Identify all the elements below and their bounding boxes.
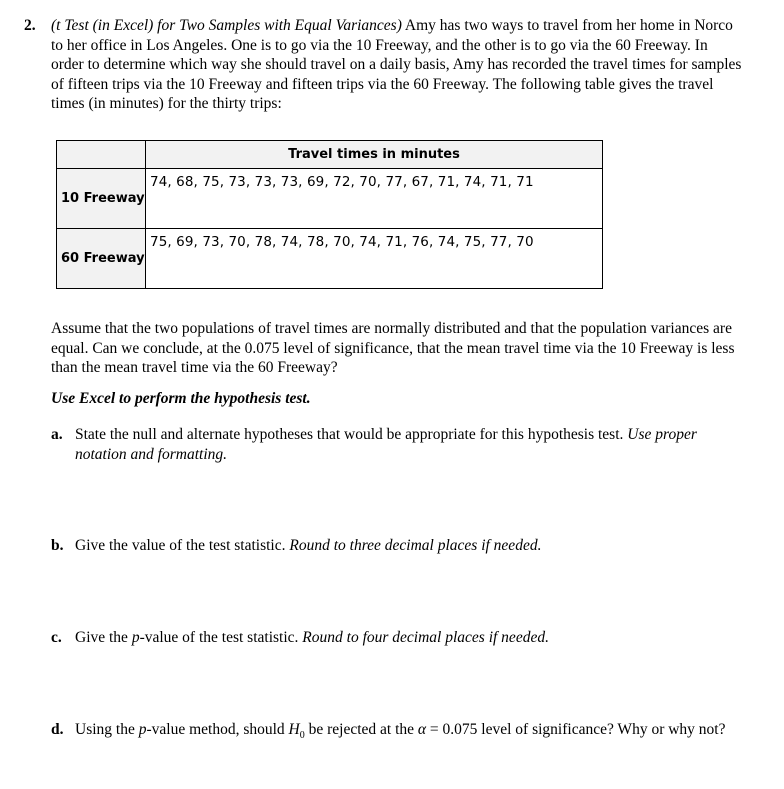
part-c-text-block [75, 628, 741, 648]
problem-intro: Amy has two ways to travel from her home in Norco to her office in Los Angeles. One is to go via the 10 Freeway, and the other is to go via the 60 Freeway. In order to determine which way she should travel on a daily basis, Amy has recorded the travel times for samples of fifteen trips via the 10 Freeway and fifteen trips via the 60 Freeway. The following table gives the travel times (in minutes) for the thirty trips: [51, 17, 742, 113]
part-a-text: State the null and alternate hypotheses that would be appropriate for this hypothesis test. [75, 426, 624, 443]
travel-times-table [56, 140, 603, 289]
part-d-p-symbol: p [138, 721, 147, 738]
table-header: Travel times in minutes [146, 141, 603, 169]
part-d-label: d. [51, 721, 64, 738]
part-c-label: c. [51, 629, 62, 646]
part-a-label: a. [51, 426, 63, 443]
part-c [51, 628, 741, 648]
part-b-text: Give the value of the test statistic. [75, 537, 286, 554]
part-c-note: Round to four decimal places if needed. [302, 629, 549, 646]
row-values-10-freeway: 74, 68, 75, 73, 73, 73, 69, 72, 70, 77, 67, 71, 74, 71, 71 [146, 169, 603, 229]
part-d [51, 720, 741, 746]
part-d-h-subscript: 0 [299, 730, 305, 742]
problem-intro-paragraph [51, 16, 744, 114]
excel-instruction: Use Excel to perform the hypothesis test. [51, 390, 311, 407]
part-b-note: Round to three decimal places if needed. [289, 537, 542, 554]
row-label-10-freeway: 10 Freeway [57, 169, 146, 229]
part-d-h-symbol: H [288, 721, 300, 738]
part-d-text-pre: Using the [75, 721, 135, 738]
assumption-paragraph: Assume that the two populations of travel times are normally distributed and that the population variances are equal. Can we conclude, at the 0.075 level of significance, that the mean travel time via the 10 Freeway is less than the mean travel time via the 60 Freeway? [51, 320, 735, 377]
part-b [51, 536, 741, 556]
problem-number: 2. [24, 17, 36, 34]
part-d-text-block [75, 720, 741, 746]
part-d-text-post: level of significance? Why or why not? [481, 721, 726, 738]
table-header-row [57, 141, 603, 169]
part-c-text-post: -value of the test statistic. [139, 629, 299, 646]
table-row [57, 169, 603, 229]
part-d-alpha-symbol: α [417, 721, 427, 738]
table-corner-cell [57, 141, 146, 169]
problem-title: (t Test (in Excel) for Two Samples with Equal Variances) [51, 17, 402, 34]
part-b-label: b. [51, 537, 64, 554]
row-label-60-freeway: 60 Freeway [57, 229, 146, 289]
row-values-60-freeway: 75, 69, 73, 70, 78, 74, 78, 70, 74, 71, 76, 74, 75, 77, 70 [146, 229, 603, 289]
part-c-p-symbol: p [131, 629, 140, 646]
part-c-text-pre: Give the [75, 629, 128, 646]
part-d-text-mid2: be rejected at the [308, 721, 415, 738]
part-a [51, 425, 741, 464]
problem-block [24, 16, 744, 114]
part-a-note: Use proper notation and formatting. [75, 426, 697, 463]
table-row [57, 229, 603, 289]
part-d-alpha-eq: = 0.075 [429, 721, 478, 738]
part-d-text-mid: -value method, should [146, 721, 285, 738]
part-a-text-block [75, 425, 741, 464]
part-b-text-block [75, 536, 741, 556]
